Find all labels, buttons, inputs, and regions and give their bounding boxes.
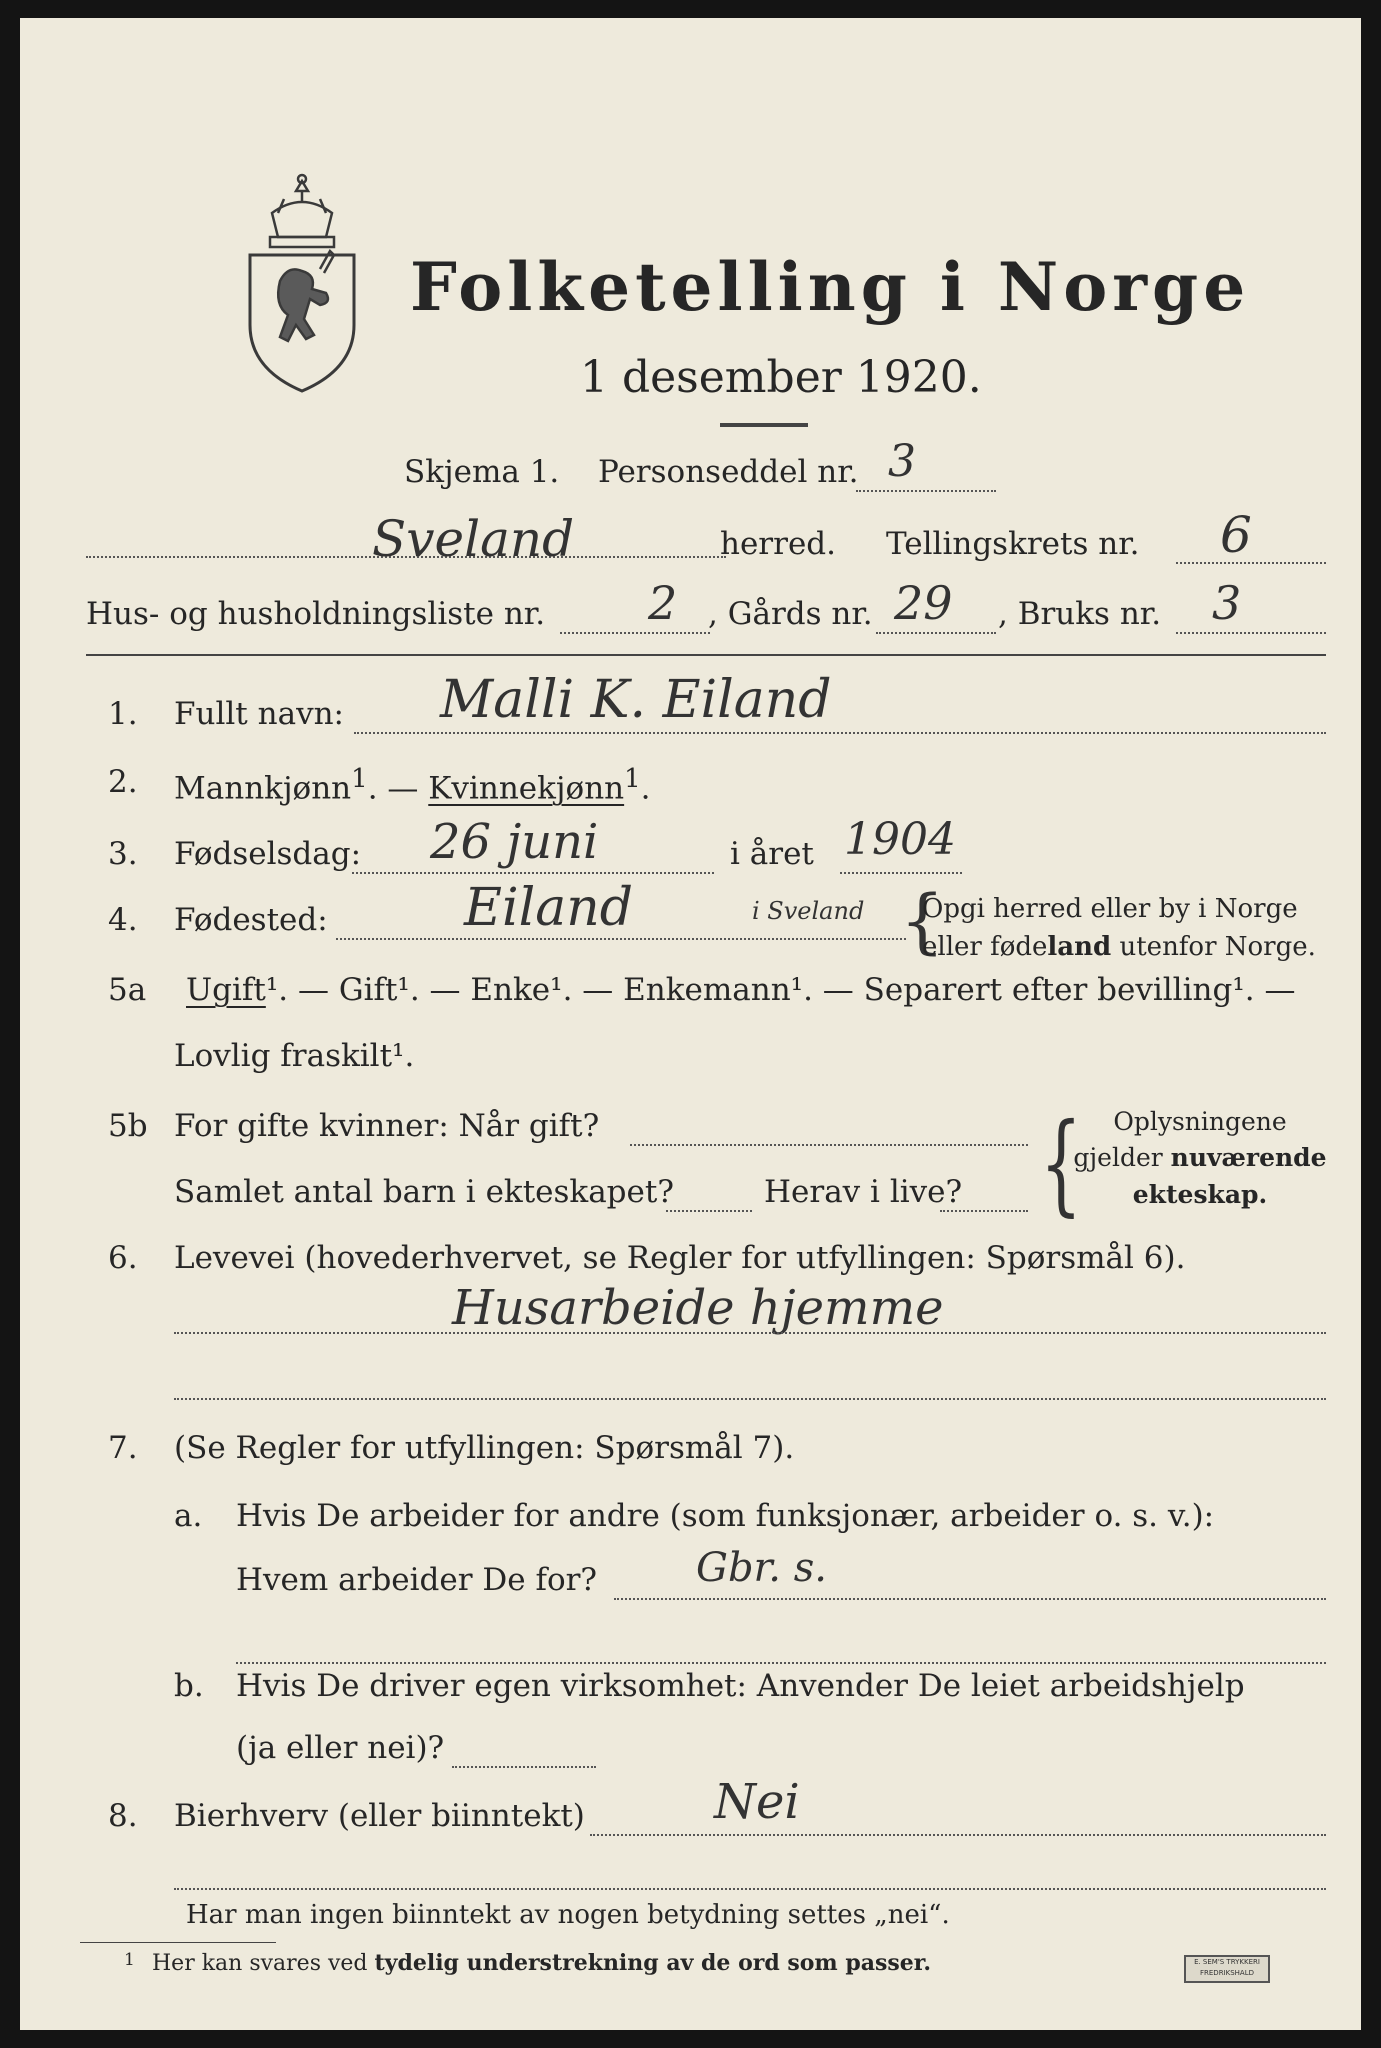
q5b-note: Oplysningene gjelder nuværende ekteskap. bbox=[1073, 1107, 1327, 1209]
footnote-text: Her kan svares ved tydelig understrekning av de ord som passer. bbox=[152, 1950, 932, 1976]
gards-label: , Gårds nr. bbox=[708, 596, 873, 632]
q4-line bbox=[336, 938, 906, 940]
q4-note-2: eller fødeland utenfor Norge. bbox=[922, 932, 1316, 962]
q8-label: Bierhverv (eller biinntekt) bbox=[174, 1798, 585, 1834]
q8-value: Nei bbox=[714, 1774, 800, 1830]
bruks-line bbox=[1176, 632, 1326, 634]
tellingskrets-label: Tellingskrets nr. bbox=[886, 526, 1140, 562]
q1-line bbox=[354, 732, 1326, 734]
q5a-number: 5a bbox=[108, 972, 147, 1008]
q8-line-2 bbox=[174, 1888, 1326, 1890]
q4-brace: { bbox=[900, 880, 945, 962]
q5b-label-1: For gifte kvinner: Når gift? bbox=[174, 1108, 600, 1144]
q2-text: Mannkjønn$^1$. — Kvinnekjønn$^1$. bbox=[174, 764, 651, 807]
skjema-label: Skjema 1. bbox=[404, 454, 560, 490]
q4-label: Fødested: bbox=[174, 902, 328, 938]
q7b-letter: b. bbox=[174, 1668, 204, 1704]
q1-number: 1. bbox=[108, 696, 138, 732]
q2-mann: Mannkjønn bbox=[174, 770, 352, 807]
q5a-line2: Lovlig fraskilt¹. bbox=[174, 1038, 415, 1074]
q7b-line bbox=[452, 1766, 596, 1768]
q5b-line-3 bbox=[940, 1210, 1028, 1212]
census-form bbox=[20, 18, 1361, 2030]
q7a-text: Hvis De arbeider for andre (som funksjonær, arbeider o. s. v.): bbox=[236, 1498, 1215, 1534]
q5a-ugift: Ugift bbox=[186, 972, 266, 1008]
q6-line-1 bbox=[174, 1332, 1326, 1334]
q3-number: 3. bbox=[108, 836, 138, 872]
q3-value: 26 juni bbox=[430, 814, 599, 870]
herred-label: herred. bbox=[720, 526, 836, 562]
q6-label: Levevei (hovederhvervet, se Regler for utfyllingen: Spørsmål 6). bbox=[174, 1240, 1186, 1276]
norway-coat-of-arms-icon bbox=[242, 173, 362, 398]
liste-line bbox=[560, 632, 710, 634]
q6-line-2 bbox=[174, 1398, 1326, 1400]
form-title: Folketelling i Norge bbox=[410, 248, 1251, 326]
q4-value: Eiland bbox=[464, 878, 633, 938]
bruks-value: 3 bbox=[1212, 576, 1242, 630]
census-date: 1 desember 1920. bbox=[580, 352, 982, 403]
tellingskrets-value: 6 bbox=[1220, 506, 1252, 564]
q7b-text: Hvis De driver egen virksomhet: Anvender De leiet arbeidshjelp bbox=[236, 1668, 1245, 1704]
q7a-line bbox=[614, 1598, 1326, 1600]
q6-number: 6. bbox=[108, 1240, 138, 1276]
footnote-number: 1 bbox=[124, 1950, 135, 1970]
q3-year-label: i året bbox=[730, 836, 814, 872]
q7b-question: (ja eller nei)? bbox=[236, 1730, 445, 1766]
q3-year-line bbox=[840, 872, 962, 874]
q5b-line-2 bbox=[666, 1210, 752, 1212]
personseddel-value: 3 bbox=[888, 436, 916, 487]
herred-value: Sveland bbox=[372, 510, 575, 568]
q4-note-1: Opgi herred eller by i Norge bbox=[922, 894, 1298, 924]
gards-line bbox=[876, 632, 996, 634]
q2-kvinne: Kvinnekjønn bbox=[428, 770, 625, 807]
q3-label: Fødselsdag: bbox=[174, 836, 362, 872]
q8-number: 8. bbox=[108, 1798, 138, 1834]
q7a-value: Gbr. s. bbox=[696, 1545, 827, 1591]
printer-stamp: E. SEM'S TRYKKERI FREDRIKSHALD bbox=[1184, 1955, 1270, 1983]
q2-number: 2. bbox=[108, 764, 138, 800]
q5b-brace: { bbox=[1040, 1099, 1082, 1227]
personseddel-label: Personseddel nr. bbox=[598, 454, 859, 490]
q4-number: 4. bbox=[108, 902, 138, 938]
q5b-label-2: Samlet antal barn i ekteskapet? bbox=[174, 1174, 674, 1210]
q7-number: 7. bbox=[108, 1430, 138, 1466]
q4-value-extra: i Sveland bbox=[752, 897, 865, 925]
q5b-number: 5b bbox=[108, 1108, 148, 1144]
q6-value: Husarbeide hjemme bbox=[452, 1280, 944, 1336]
q3-line bbox=[352, 872, 714, 874]
liste-label: Hus- og husholdningsliste nr. bbox=[86, 596, 546, 632]
q3-year-value: 1904 bbox=[844, 814, 956, 865]
q5a-options: Ugift¹. — Gift¹. — Enke¹. — Enkemann¹. — Separert efter bevilling¹. — bbox=[186, 972, 1296, 1008]
footer-note: Har man ingen biinntekt av nogen betydning settes „nei“. bbox=[186, 1900, 950, 1930]
bruks-label: , Bruks nr. bbox=[998, 596, 1162, 632]
q1-value: Malli K. Eiland bbox=[440, 670, 832, 730]
footnote-rule bbox=[80, 1942, 276, 1943]
q7-label: (Se Regler for utfyllingen: Spørsmål 7). bbox=[174, 1430, 795, 1466]
title-rule bbox=[720, 423, 808, 427]
q5b-label-3: Herav i live? bbox=[764, 1174, 963, 1210]
q7a-line-2 bbox=[236, 1662, 1326, 1664]
gards-value: 29 bbox=[894, 576, 953, 630]
q7a-letter: a. bbox=[174, 1498, 203, 1534]
q5b-line-1 bbox=[630, 1144, 1028, 1146]
q1-label: Fullt navn: bbox=[174, 696, 344, 732]
q7a-question: Hvem arbeider De for? bbox=[236, 1562, 598, 1598]
personseddel-line bbox=[856, 490, 996, 492]
liste-value: 2 bbox=[648, 576, 678, 630]
header-rule bbox=[86, 654, 1326, 656]
q8-line bbox=[590, 1834, 1326, 1836]
